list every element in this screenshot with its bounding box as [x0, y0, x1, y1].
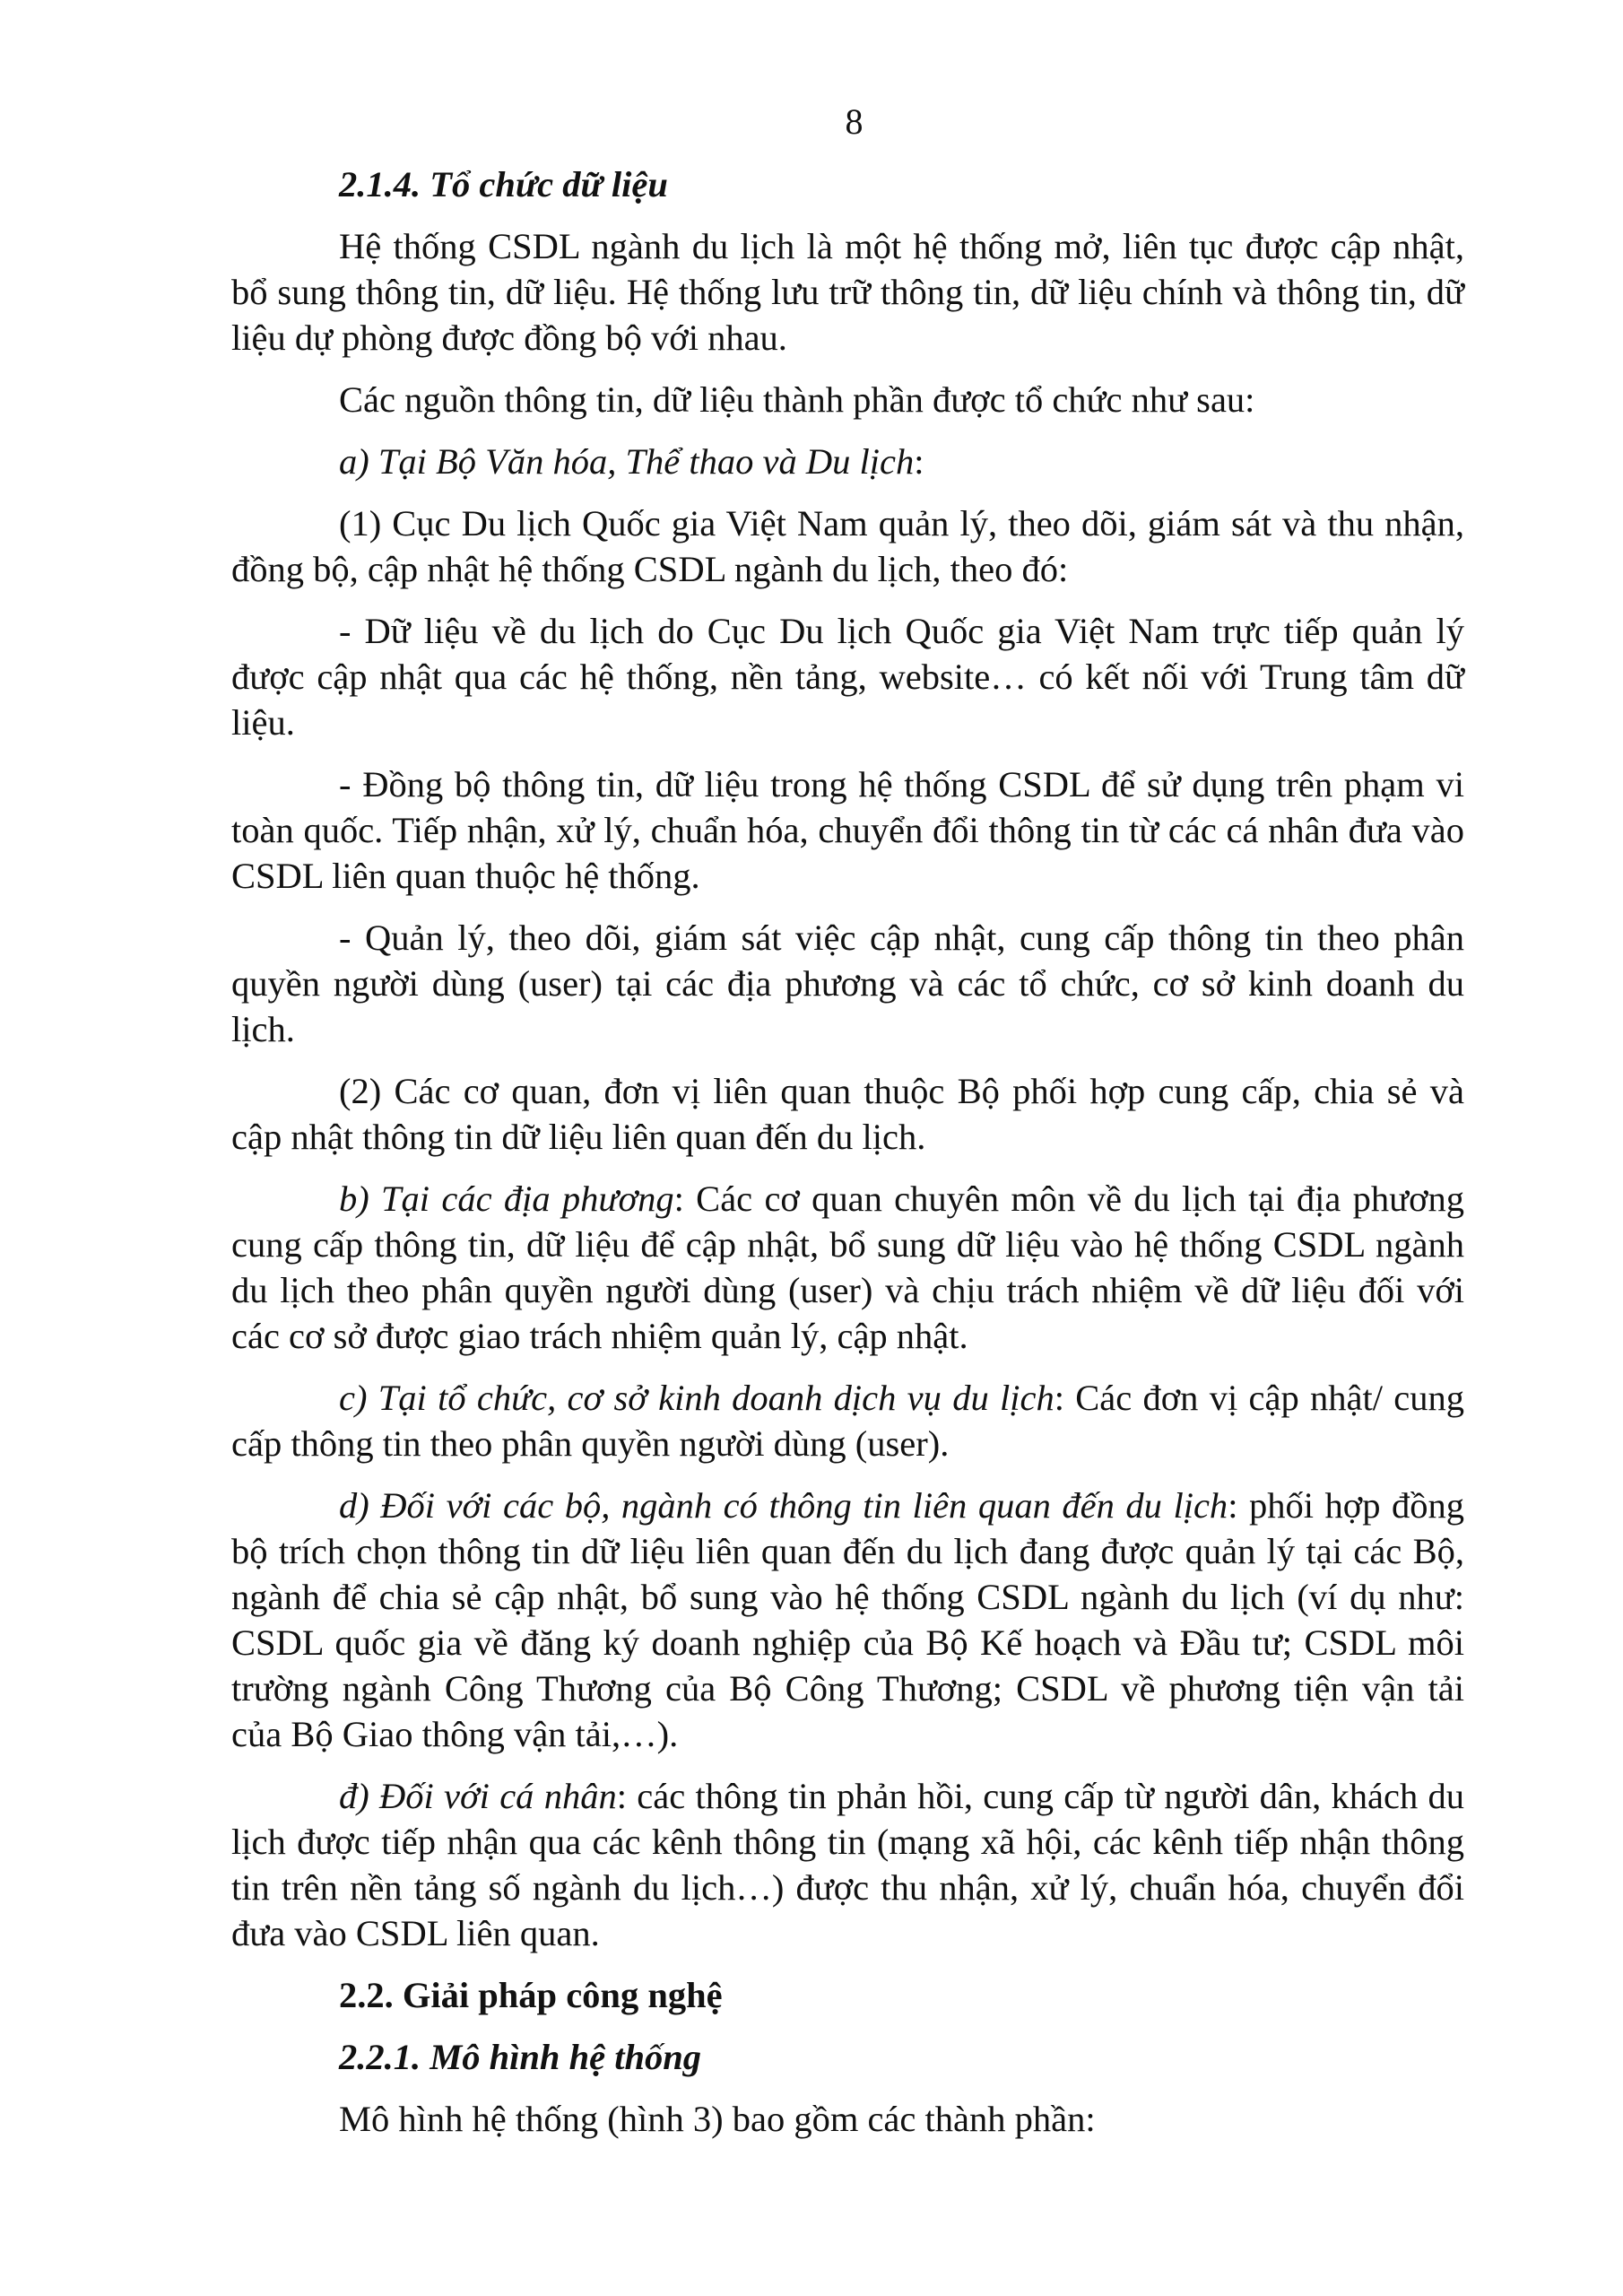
item-a — [231, 439, 1464, 484]
item-a-2: (2) Các cơ quan, đơn vị liên quan thuộc Bộ phối hợp cung cấp, chia sẻ và cập nhật thông tin dữ liệu liên quan đến du lịch. — [231, 1071, 1464, 1157]
heading-2-1-4: 2.1.4. Tổ chức dữ liệu — [339, 164, 668, 204]
item-dd-text: : các thông tin phản hồi, cung cấp từ người dân, khách du lịch được tiếp nhận qua các kênh thông tin (mạng xã hội, các kênh tiếp nhận thông tin trên nền tảng số ngành du lịch…) được thu nhận, xử lý, chuẩn hóa, chuyển đổi đưa vào CSDL liên quan. — [231, 1776, 1465, 1953]
heading-2-2-1: 2.2.1. Mô hình hệ thống — [339, 2037, 702, 2077]
item-c-text: : Các đơn vị cập nhật/ cung cấp thông tin theo phân quyền người dùng (user). — [231, 1378, 1464, 1464]
item-b-text: : Các cơ quan chuyên môn về du lịch tại địa phương cung cấp thông tin, dữ liệu để cập nhật, bổ sung dữ liệu vào hệ thống CSDL ngành du lịch theo phân quyền người dùng (user) và chịu trách nhiệm về dữ liệu đối với các cơ sở được giao trách nhiệm quản lý, cập nhật. — [231, 1178, 1464, 1356]
item-a-1: (1) Cục Du lịch Quốc gia Việt Nam quản lý, theo dõi, giám sát và thu nhận, đồng bộ, cập nhật hệ thống CSDL ngành du lịch, theo đó: — [231, 503, 1464, 589]
paragraph-system-model: Mô hình hệ thống (hình 3) bao gồm các thành phần: — [339, 2099, 1096, 2139]
paragraph-sources-intro: Các nguồn thông tin, dữ liệu thành phần được tổ chức như sau: — [339, 379, 1255, 420]
item-d-text: : phối hợp đồng bộ trích chọn thông tin dữ liệu liên quan đến du lịch đang được quản lý tại các Bộ, ngành để chia sẻ cập nhật, bổ sung vào hệ thống CSDL ngành du lịch (ví dụ như: CSDL quốc gia về đăng ký doanh nghiệp của Bộ Kế hoạch và Đầu tư; CSDL môi trường ngành Công Thương của Bộ Công Thương; CSDL về phương tiện vận tải của Bộ Giao thông vận tải,…). — [231, 1485, 1464, 1754]
item-dd — [231, 1773, 1464, 1956]
item-dd-label: đ) Đối với cá nhân — [339, 1776, 617, 1816]
item-a-1-bullet-1: - Dữ liệu về du lịch do Cục Du lịch Quốc gia Việt Nam trực tiếp quản lý được cập nhật qua các hệ thống, nền tảng, website… có kết nối với Trung tâm dữ liệu. — [231, 611, 1464, 743]
item-c-label: c) Tại tổ chức, cơ sở kinh doanh dịch vụ du lịch — [339, 1378, 1055, 1418]
page-content — [231, 161, 1464, 2158]
page-number: 8 — [845, 101, 864, 142]
heading-2-2: 2.2. Giải pháp công nghệ — [339, 1975, 723, 2015]
item-a-1-bullet-3: - Quản lý, theo dõi, giám sát việc cập nhật, cung cấp thông tin theo phân quyền người dùng (user) tại các địa phương và các tổ chức, cơ sở kinh doanh du lịch. — [231, 918, 1464, 1049]
item-b — [231, 1176, 1464, 1359]
item-a-colon: : — [914, 441, 924, 482]
item-d-label: d) Đối với các bộ, ngành có thông tin liên quan đến du lịch — [339, 1485, 1228, 1526]
item-b-label: b) Tại các địa phương — [339, 1178, 674, 1219]
item-c — [231, 1375, 1464, 1466]
paragraph-system-overview: Hệ thống CSDL ngành du lịch là một hệ thống mở, liên tục được cập nhật, bổ sung thông tin, dữ liệu. Hệ thống lưu trữ thông tin, dữ liệu chính và thông tin, dữ liệu dự phòng được đồng bộ với nhau. — [231, 226, 1464, 358]
item-a-1-bullet-2: - Đồng bộ thông tin, dữ liệu trong hệ thống CSDL để sử dụng trên phạm vi toàn quốc. Tiếp nhận, xử lý, chuẩn hóa, chuyển đổi thông tin từ các cá nhân đưa vào CSDL liên quan thuộc hệ thống. — [231, 764, 1464, 896]
item-d — [231, 1483, 1464, 1757]
item-a-label: a) Tại Bộ Văn hóa, Thể thao và Du lịch — [339, 441, 915, 482]
